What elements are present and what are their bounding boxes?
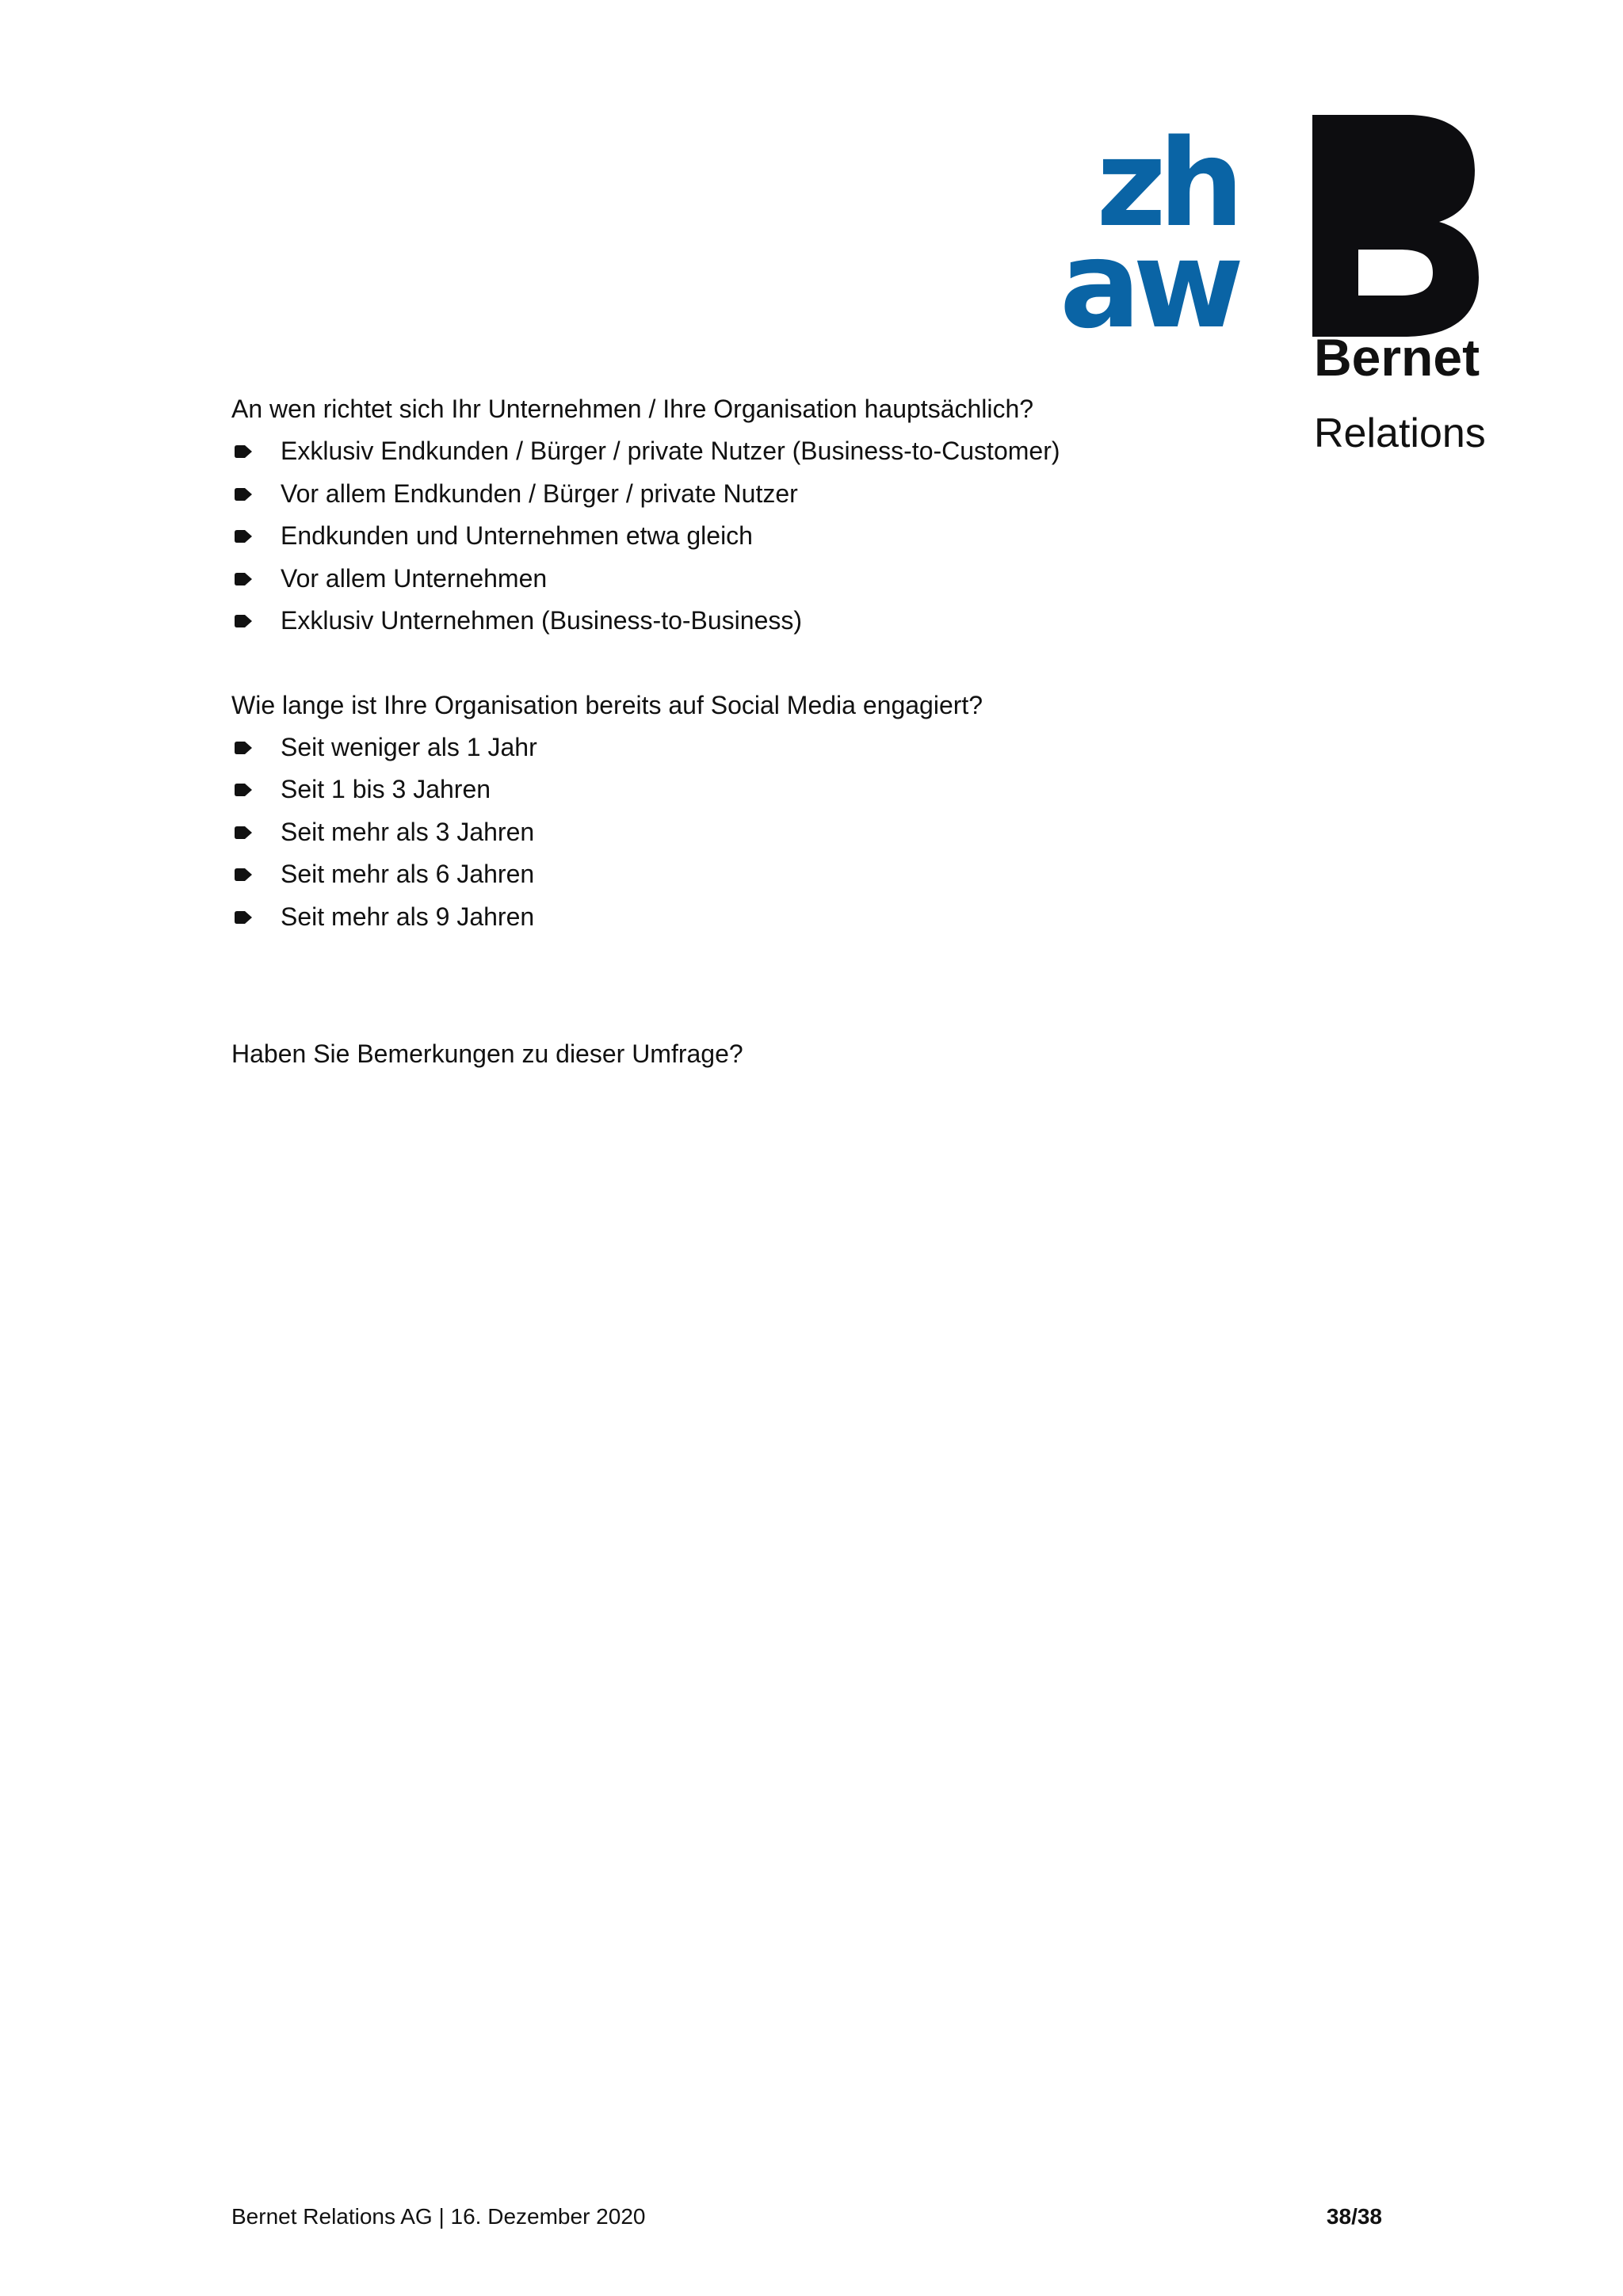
arrow-bullet-icon bbox=[235, 868, 252, 881]
bernet-b-mark-icon bbox=[1312, 115, 1479, 337]
arrow-bullet-icon bbox=[235, 742, 252, 754]
zhaw-logo-line1: zh bbox=[1096, 113, 1236, 254]
option-label: Exklusiv Endkunden / Bürger / private Nutzer (Business-to-Customer) bbox=[281, 437, 1060, 465]
option-item bbox=[231, 558, 1262, 601]
spacer bbox=[231, 938, 1262, 1033]
footer-company-date: Bernet Relations AG | 16. Dezember 2020 bbox=[231, 2204, 646, 2229]
option-item bbox=[231, 600, 1262, 643]
bernet-relations-logo bbox=[1312, 115, 1487, 456]
arrow-bullet-icon bbox=[235, 530, 252, 543]
option-item bbox=[231, 430, 1262, 473]
option-label: Seit mehr als 6 Jahren bbox=[281, 860, 535, 888]
arrow-bullet-icon bbox=[235, 573, 252, 585]
arrow-bullet-icon bbox=[235, 826, 252, 839]
option-item bbox=[231, 811, 1262, 854]
option-item bbox=[231, 727, 1262, 769]
option-label: Seit mehr als 3 Jahren bbox=[281, 817, 535, 846]
option-label: Vor allem Endkunden / Bürger / private Nutzer bbox=[281, 479, 798, 508]
page-number: 38/38 bbox=[1326, 2204, 1382, 2229]
zhaw-logo-line2: aw bbox=[1060, 215, 1236, 355]
option-item bbox=[231, 853, 1262, 896]
options-audience bbox=[231, 430, 1262, 643]
arrow-bullet-icon bbox=[235, 615, 252, 627]
zhaw-logo bbox=[1030, 113, 1236, 355]
bernet-logo-sub: Relations bbox=[1314, 410, 1486, 456]
arrow-bullet-icon bbox=[235, 445, 252, 458]
option-item bbox=[231, 896, 1262, 939]
option-label: Vor allem Unternehmen bbox=[281, 563, 548, 593]
question-remarks: Haben Sie Bemerkungen zu dieser Umfrage? bbox=[231, 1039, 743, 1068]
arrow-bullet-icon bbox=[235, 488, 252, 501]
option-label: Seit 1 bis 3 Jahren bbox=[281, 775, 491, 803]
arrow-bullet-icon bbox=[235, 784, 252, 796]
arrow-bullet-icon bbox=[235, 911, 252, 924]
question-audience: An wen richtet sich Ihr Unternehmen / Ihre Organisation hauptsächlich? bbox=[231, 395, 1034, 423]
question-social-media-duration: Wie lange ist Ihre Organisation bereits auf Social Media engagiert? bbox=[231, 690, 983, 719]
options-social-media-duration bbox=[231, 727, 1262, 939]
option-label: Exklusiv Unternehmen (Business-to-Business) bbox=[281, 606, 803, 635]
option-item bbox=[231, 515, 1262, 558]
option-item bbox=[231, 769, 1262, 811]
survey-content bbox=[231, 388, 1262, 1075]
option-label: Seit weniger als 1 Jahr bbox=[281, 732, 537, 761]
option-item bbox=[231, 473, 1262, 516]
option-label: Endkunden und Unternehmen etwa gleich bbox=[281, 521, 753, 550]
spacer bbox=[231, 643, 1262, 685]
option-label: Seit mehr als 9 Jahren bbox=[281, 902, 535, 931]
bernet-logo-name: Bernet bbox=[1314, 328, 1480, 387]
